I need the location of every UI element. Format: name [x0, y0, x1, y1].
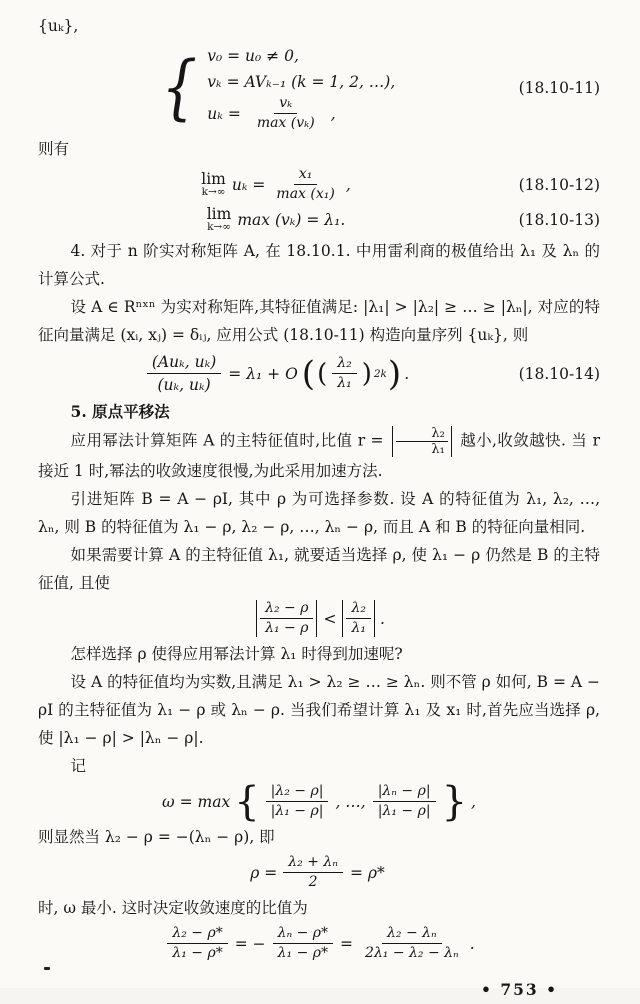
omega-tail: , [471, 792, 476, 811]
omega-dots: , …, [335, 792, 366, 811]
rho-fraction [283, 854, 343, 891]
fraction-denominator: λ₁ − ρ [265, 620, 309, 636]
fraction-numerator: λ₂ − λₙ [382, 925, 442, 944]
fraction-denominator: λ₁ [431, 442, 445, 457]
final-fraction-2 [273, 925, 333, 962]
equation-number: (18.10-14) [518, 364, 600, 383]
abs-value-ratio [392, 426, 452, 457]
equation-ratio-inequality [38, 600, 600, 637]
eq12-tail: , [345, 175, 351, 194]
limit-operator [201, 169, 226, 198]
fraction-denominator: max (x₁) [276, 186, 335, 202]
less-than-sign: < [323, 609, 337, 628]
equation-body [38, 600, 600, 637]
eq13-body: max (vₖ) = λ₁. [237, 211, 346, 229]
eq11-line1: v₀ = u₀ ≠ 0, [207, 47, 299, 65]
paragraph-choose-rho: 如果需要计算 A 的主特征值 λ₁, 就要适当选择 ρ, 使 λ₁ − ρ 仍然是 B 的主特征值, 且使 [38, 546, 600, 592]
fraction-denominator: λ₁ [351, 620, 366, 636]
equation-number: (18.10-12) [518, 175, 600, 194]
eq11-line2: vₖ = AVₖ₋₁ (k = 1, 2, …), [207, 73, 396, 91]
equation-body [38, 206, 514, 234]
ratio-tail: . [379, 609, 385, 628]
lim-word: lim [201, 169, 226, 188]
equation-body [38, 854, 600, 891]
rho-tail: = ρ* [349, 863, 385, 882]
eq14-middle: = λ₁ + O [228, 364, 298, 383]
eq12-fraction [271, 166, 339, 203]
eq14-tail: . [404, 364, 410, 383]
fraction-numerator: λ₂ [332, 355, 357, 374]
equation-18-10-14 [38, 352, 600, 395]
eq11-line3-fraction [252, 95, 320, 132]
equation-rho-star [38, 854, 600, 891]
scan-artifact [44, 967, 50, 970]
fraction-denominator: 2 [308, 874, 318, 890]
equation-number: (18.10-13) [518, 211, 600, 229]
section-5-title: 5. 原点平移法 [70, 402, 170, 421]
equation-18-10-11 [38, 43, 600, 132]
eq11-line3-lhs: uₖ = [207, 104, 241, 123]
equation-18-10-13 [38, 206, 600, 234]
left-fraction [260, 600, 313, 637]
abs-right [342, 600, 375, 637]
paragraph-ratio [38, 426, 600, 485]
limit-operator [207, 207, 232, 233]
equation-body: $\frac{\text{(Auₖ, uₖ)}}{\text{(uₖ, uₖ)}}$ = λ₁ + O ( ( $\frac{\text{λ₂}}{\text{λ₁}}$ ) 2k ) . [38, 352, 514, 395]
equation-body [38, 166, 514, 203]
omega-lhs: ω = max [162, 792, 231, 811]
paragraph-real-eigenvalues: 设 A 的特征值均为实数,且满足 λ₁ > λ₂ ≥ … ≥ λₙ. 则不管 ρ 如何, B = A − ρI 的主特征值为 λ₁ − ρ 或 λₙ − ρ. 当我们希望计算 λ₁ 及 x₁ 时,首先应当选择 ρ, 使 |λ₁ − ρ| > |λₙ − ρ|. [38, 673, 600, 747]
ratio-fraction [332, 355, 357, 392]
inline-fraction [396, 426, 448, 457]
rho-lhs: ρ = [250, 863, 278, 882]
fraction-denominator: λ₁ [337, 375, 352, 391]
fraction-numerator: vₖ [274, 95, 297, 114]
equation-final-ratio [38, 925, 600, 962]
equation-body [38, 43, 514, 132]
page-number: • 753 • [481, 980, 558, 999]
fraction-numerator: (Auₖ, uₖ) [147, 352, 221, 374]
paragraph-denote: 记 [70, 757, 87, 775]
ratio-text-after: 越小,收敛越快. 当 r 接近 1 时,幂法的收敛速度很慢,为此采用加速方法. [38, 431, 600, 480]
paragraph-item-4: 4. 对于 n 阶实对称矩阵 A, 在 18.10.1. 中用雷利商的极值给出 λ₁ 及 λₙ 的计算公式. [38, 242, 600, 288]
right-fraction [346, 600, 371, 637]
equals-minus: = − [234, 934, 266, 953]
fraction-denominator: |λ₁ − ρ| [270, 803, 324, 819]
fraction-numerator: λ₂ [396, 426, 448, 442]
omega-fraction-1 [266, 783, 329, 820]
fraction-denominator: 2λ₁ − λ₂ − λₙ [365, 945, 459, 961]
fraction-denominator: (uₖ, uₖ) [157, 376, 211, 394]
equation-omega [38, 778, 600, 825]
then-have-text: 则有 [38, 140, 70, 158]
omega-fraction-2 [373, 783, 436, 820]
fraction-numerator: λ₂ + λₙ [283, 854, 343, 873]
fraction-denominator: max (vₖ) [256, 115, 315, 131]
abs-left [256, 600, 317, 637]
fraction-numerator: λ₂ − ρ* [167, 925, 227, 944]
exponent-2k: 2k [373, 367, 387, 380]
eq12-lhs: uₖ = [231, 175, 266, 194]
paragraph-shift-matrix: 引进矩阵 B = A − ρI, 其中 ρ 为可选择参数. 设 A 的特征值为 λ₁, λ₂, …, λₙ, 则 B 的特征值为 λ₁ − ρ, λ₂ − ρ, …, λₙ − ρ, 而且 A 和 B 的特征向量相同. [38, 490, 600, 536]
fraction-denominator: |λ₁ − ρ| [377, 803, 431, 819]
eq11-line3 [207, 95, 395, 132]
paragraph-question: 怎样选择 ρ 使得应用幂法计算 λ₁ 时得到加速呢? [70, 645, 403, 663]
paragraph-obviously: 则显然当 λ₂ − ρ = −(λₙ − ρ), 即 [38, 828, 275, 846]
sequence-label: {uₖ}, [38, 17, 79, 35]
ratio-text-before: 应用幂法计算矩阵 A 的主特征值时,比值 r = [70, 431, 384, 450]
cases-brace: { [161, 45, 197, 128]
fraction-numerator: x₁ [294, 166, 318, 185]
fraction-numerator: |λ₂ − ρ| [266, 783, 329, 802]
fraction-denominator: λ₁ − ρ* [277, 945, 328, 961]
final-tail: . [469, 934, 475, 953]
rayleigh-quotient-fraction [147, 352, 221, 395]
lim-subscript: k→∞ [201, 185, 226, 198]
equation-number: (18.10-11) [518, 78, 600, 97]
cases-lines [207, 43, 395, 132]
lim-word: lim [206, 205, 232, 223]
fraction-numerator: λₙ − ρ* [273, 925, 333, 944]
equation-body: ω = max { $\frac{\text{|λ₂ − ρ|}}{\text{|λ₁ − ρ|}}$ , …, $\frac{\text{|λₙ − ρ|}}{\text{|λ₁ − ρ|}}$ } , [162, 778, 476, 825]
paragraph-symmetric-matrix: 设 A ∈ Rⁿˣⁿ 为实对称矩阵,其特征值满足: |λ₁| > |λ₂| ≥ … ≥ |λₙ|, 对应的特征向量满足 (xᵢ, xⱼ) = δᵢⱼ, 应用公式 (18.10-11) 构造向量序列 {uₖ}, 则 [38, 298, 600, 344]
fraction-numerator: λ₂ − ρ [260, 600, 313, 619]
lim-subscript: k→∞ [207, 221, 231, 233]
fraction-numerator: |λₙ − ρ| [373, 783, 436, 802]
fraction-denominator: λ₁ − ρ* [172, 945, 223, 961]
eq11-line3-tail: , [330, 104, 336, 123]
paragraph-omega-min: 时, ω 最小. 这时决定收敛速度的比值为 [38, 899, 308, 917]
equation-18-10-12 [38, 166, 600, 203]
final-fraction-1 [167, 925, 227, 962]
equals-sign: = [340, 934, 354, 953]
final-fraction-3 [360, 925, 464, 962]
fraction-numerator: λ₂ [346, 600, 371, 619]
equation-body [38, 925, 600, 962]
